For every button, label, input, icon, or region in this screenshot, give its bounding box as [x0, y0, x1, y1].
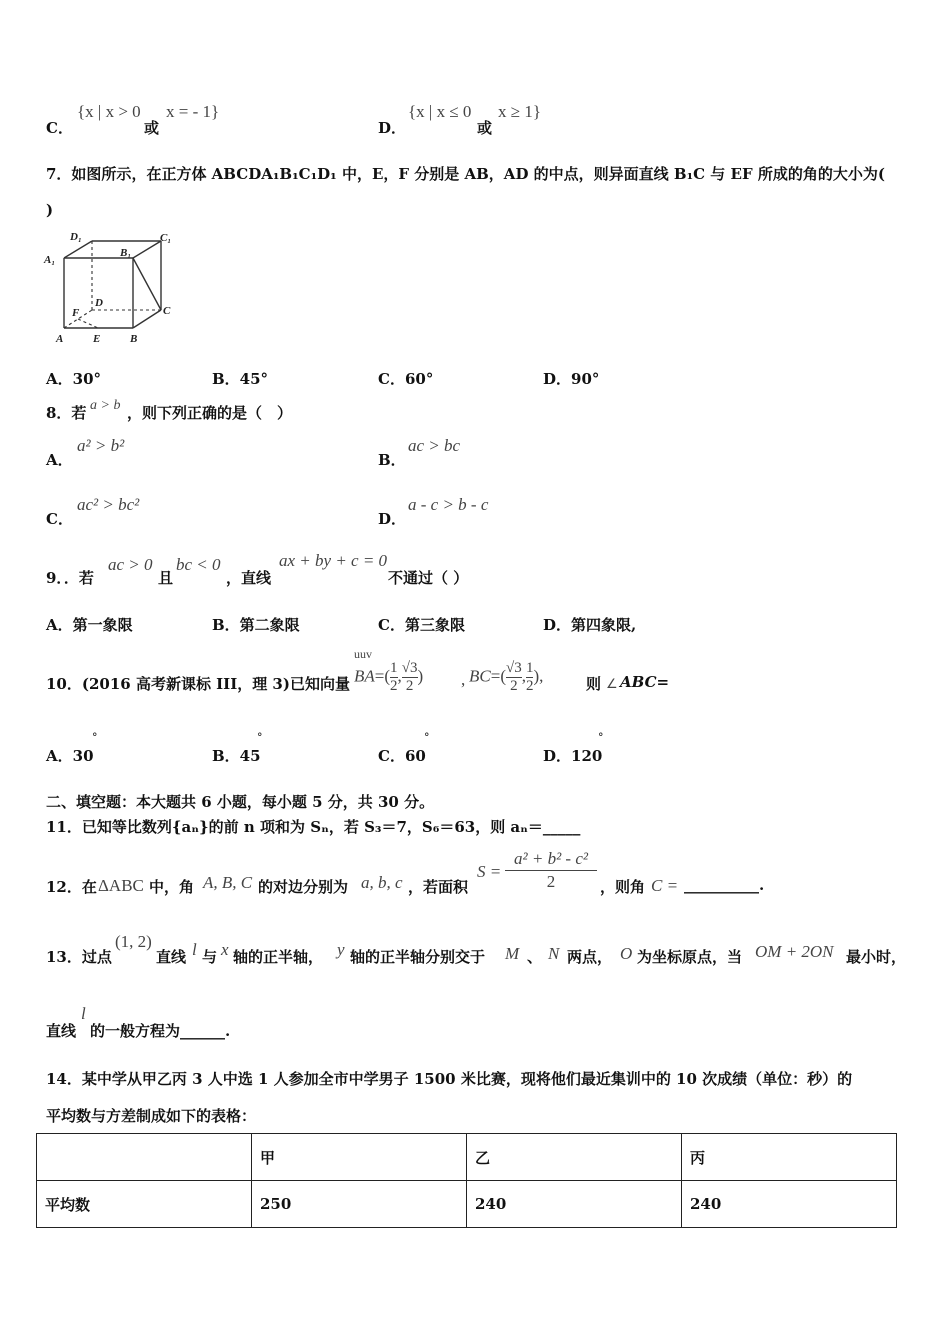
q12-sides: a, b, c — [361, 873, 403, 892]
table-header-cell: 甲 — [252, 1134, 467, 1181]
q6-option-c-math2: x = - 1} — [166, 102, 220, 121]
table-cell: 240 — [682, 1181, 897, 1228]
q12-mid2: 的对边分别为 — [258, 878, 349, 896]
label-A: A — [56, 333, 64, 345]
q12-fraction — [505, 848, 597, 893]
q12-mid4: ，则角 — [600, 878, 646, 896]
q10-option-c: C．60 — [378, 747, 426, 765]
q8-option-a-label: A． — [46, 451, 73, 469]
q8-option-b-math: ac > bc — [408, 436, 461, 455]
label-D: D — [95, 297, 103, 309]
q12-blank: __________. — [684, 876, 765, 894]
q7-stem: 7．如图所示，在正方体 ABCDA₁B₁C₁D₁ 中，E，F 分别是 AB，AD 的中点，则异面直线 B₁C 与 EF 所成的角的大小为( — [46, 165, 885, 183]
q13-sep: 、 — [527, 948, 543, 966]
label-C: C — [163, 305, 171, 317]
label-B1: B₁ — [120, 247, 132, 259]
q8-stem-math: a > b — [90, 398, 121, 413]
table-cell: 平均数 — [37, 1181, 252, 1228]
table-header-cell: 乙 — [467, 1134, 682, 1181]
q12-c-eq: C = — [651, 876, 679, 895]
label-F: F — [72, 307, 80, 319]
q9-option-b: B．第二象限 — [212, 616, 300, 634]
q13-line-l: l — [192, 940, 197, 959]
q6-option-c-label: C． — [46, 119, 73, 137]
q10-option-b-degree: ° — [257, 731, 263, 744]
q13-mid1: 直线 — [156, 948, 187, 966]
q6-option-c-or: 或 — [144, 119, 160, 137]
q13-mid5: 两点， — [567, 948, 613, 966]
table-header-row — [37, 1134, 897, 1181]
q6-option-d-math: {x | x ≤ 0 — [408, 102, 472, 121]
q10-option-c-degree: ° — [424, 731, 430, 744]
q13-x: x — [221, 940, 229, 959]
q10-vector-ba-label: BA — [354, 666, 375, 686]
q9-suffix: 不通过（ ） — [388, 569, 469, 587]
q6-option-c-math: {x | x > 0 — [77, 102, 141, 121]
q13-line2-suffix: 的一般方程为______. — [90, 1022, 231, 1040]
q14-line2: 平均数与方差制成如下的表格： — [46, 1107, 257, 1125]
q10-vector-bc: BC=( $\frac{√3}{2}$ , $\frac{1}{2}$ ), — [469, 660, 544, 694]
table-cell: 240 — [467, 1181, 682, 1228]
q8-option-d-math: a - c > b - c — [408, 495, 489, 514]
q13-mid2: 与 — [202, 948, 218, 966]
q13-expr: OM + 2ON — [755, 942, 834, 961]
q10-option-b: B．45 — [212, 747, 261, 765]
q7-option-a: A．30° — [46, 370, 102, 388]
label-E: E — [93, 333, 101, 345]
q13-prefix: 13．过点 — [46, 948, 112, 966]
q10-vector-ba: uuv BA=( $\frac{1}{2}$ , $\frac{√3}{2}$ ) — [354, 647, 424, 694]
q9-math2: bc < 0 — [176, 555, 221, 574]
q13-mid4: 轴的正半轴分别交于 — [350, 948, 486, 966]
q8-option-d-label: D． — [378, 510, 407, 528]
q10-angle: ABC= — [620, 673, 670, 691]
q9-mid: ，直线 — [226, 569, 272, 587]
q9-option-c: C．第三象限 — [378, 616, 465, 634]
q12-triangle: ΔABC — [98, 876, 144, 895]
q9-option-d: D．第四象限, — [543, 616, 637, 634]
q10-prefix: 10．(2016 高考新课标 III，理 3)已知向量 — [46, 675, 350, 693]
q11-text: 11．已知等比数列{aₙ}的前 n 项和为 Sₙ，若 S₃＝7，S₆＝63，则 aₙ＝_____ — [46, 818, 581, 836]
q7-option-c: C．60° — [378, 370, 434, 388]
q13-point: (1, 2) — [115, 932, 152, 951]
q12-mid1: 中，角 — [149, 878, 195, 896]
q8-option-a-math: a² > b² — [77, 436, 125, 455]
label-B: B — [130, 333, 138, 345]
q8-stem-suffix: ，则下列正确的是（ ） — [127, 404, 293, 422]
q12-denominator: 2 — [546, 872, 556, 891]
q10-option-d: D．120 — [543, 747, 603, 765]
q13-N: N — [548, 944, 560, 963]
q13-y: y — [337, 940, 345, 959]
q7-option-d: D．90° — [543, 370, 600, 388]
cube-figure — [40, 228, 180, 348]
q13-mid3: 轴的正半轴， — [233, 948, 324, 966]
table-header-cell: 丙 — [682, 1134, 897, 1181]
q12-mid3: ，若面积 — [408, 878, 469, 896]
q6-option-d-or: 或 — [477, 119, 493, 137]
table-cell: 250 — [252, 1181, 467, 1228]
q10-option-a: A．30 — [46, 747, 94, 765]
section-heading: 二、填空题：本大题共 6 小题，每小题 5 分，共 30 分。 — [46, 793, 435, 811]
q9-prefix: 9．．若 — [46, 569, 94, 587]
score-table — [36, 1133, 897, 1228]
table-header-cell — [37, 1134, 252, 1181]
q9-math1: ac > 0 — [108, 555, 153, 574]
q13-line2-prefix: 直线 — [46, 1022, 77, 1040]
q13-line2-l: l — [81, 1004, 86, 1023]
q7-stem-close: ) — [46, 201, 54, 219]
q7-option-b: B．45° — [212, 370, 269, 388]
q8-stem-prefix: 8．若 — [46, 404, 87, 422]
q13-O: O — [620, 944, 633, 963]
q10-vector-bc-label: BC — [469, 666, 491, 686]
q8-option-c-label: C． — [46, 510, 73, 528]
label-D1: D₁ — [70, 231, 82, 243]
q8-option-b-label: B． — [378, 451, 406, 469]
q12-prefix: 12．在 — [46, 878, 97, 896]
q10-then: 则 — [586, 675, 602, 693]
q9-math3: ax + by + c = 0 — [279, 551, 388, 570]
q12-angles: A, B, C — [203, 873, 253, 892]
q13-mid6: 为坐标原点，当 — [637, 948, 743, 966]
q6-option-d-label: D． — [378, 119, 407, 137]
q13-M: M — [505, 944, 520, 963]
q13-mid7: 最小时， — [846, 948, 907, 966]
q10-option-a-degree: ° — [92, 731, 98, 744]
q10-option-d-degree: ° — [598, 731, 604, 744]
q12-s-eq: S = — [477, 862, 502, 881]
q14-line1: 14．某中学从甲乙丙 3 人中选 1 人参加全市中学男子 1500 米比赛，现将他们最近集训中的 10 次成绩（单位：秒）的 — [46, 1070, 853, 1088]
q12-numerator: a² + b² - c² — [505, 848, 597, 871]
q9-option-a: A．第一象限 — [46, 616, 133, 634]
label-A1: A₁ — [44, 254, 56, 266]
q8-option-c-math: ac² > bc² — [77, 495, 140, 514]
q9-and: 且 — [158, 569, 174, 587]
table-row — [37, 1181, 897, 1228]
label-C1: C₁ — [160, 232, 172, 244]
q6-option-d-math2: x ≥ 1} — [498, 102, 541, 121]
